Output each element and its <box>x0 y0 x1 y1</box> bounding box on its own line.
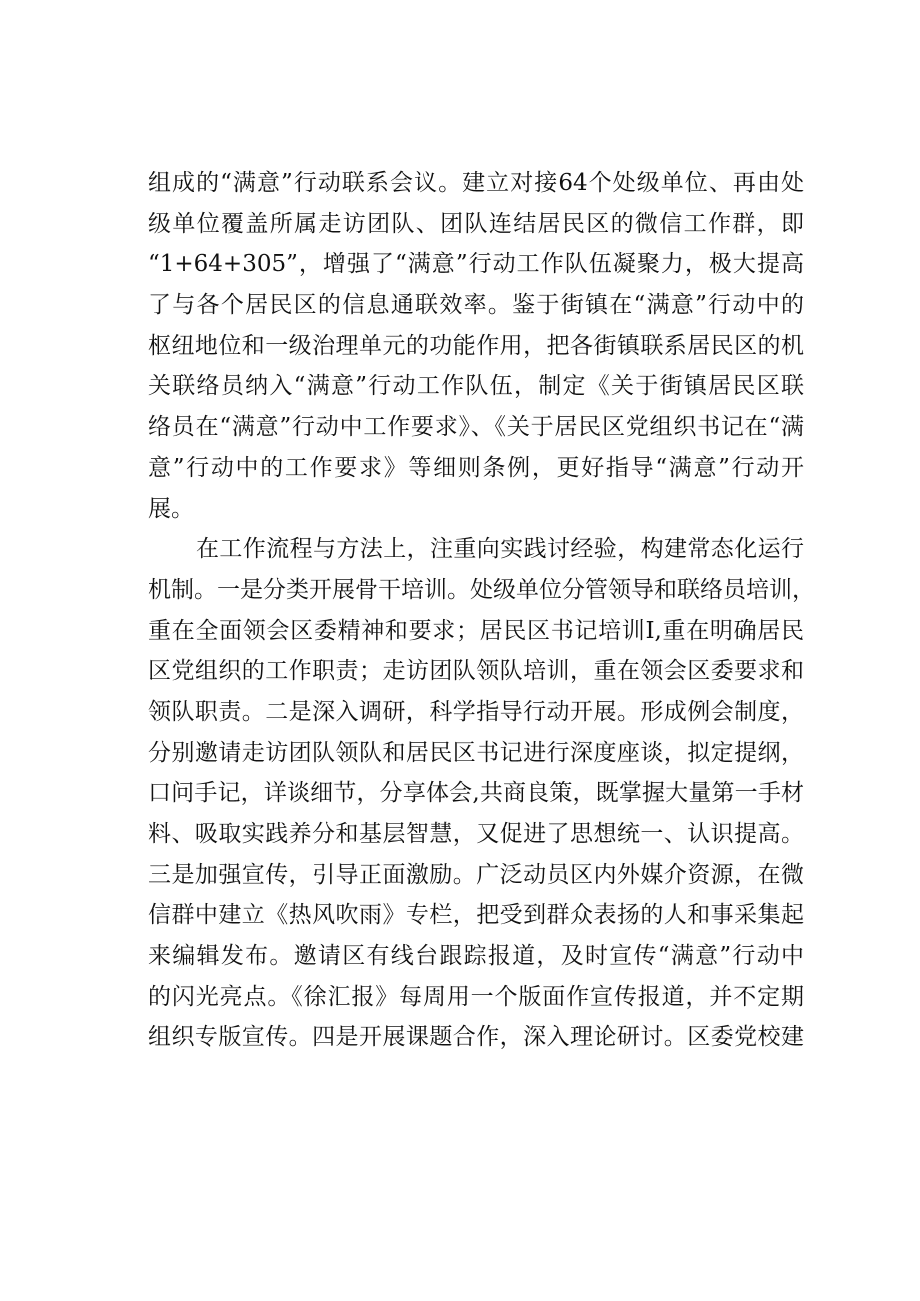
text-line: 重在全面领会区委精神和要求；居民区书记培训I,重在明确居民 <box>148 617 804 644</box>
paragraph-1 <box>148 163 804 529</box>
text-line: 组成的“满意”行动联系会议。建立对接64个处级单位、再由处 <box>148 170 804 196</box>
text-line: 级单位覆盖所属走访团队、团队连结居民区的微信工作群，即 <box>148 210 804 237</box>
text-line: 口问手记，详谈细节，分享体会,共商良策，既掌握大量第一手材 <box>148 780 804 807</box>
text-line: 了与各个居民区的信息通联效率。鉴于街镇在“满意”行动中的 <box>148 292 804 319</box>
text-line: 枢纽地位和一级治理单元的功能作用，把各街镇联系居民区的机 <box>148 332 804 359</box>
text-line: 展。 <box>148 495 194 522</box>
text-line: 三是加强宣传，引导正面激励。广泛动员区内外媒介资源，在微 <box>148 861 804 888</box>
text-line: 领队职责。二是深入调研，科学指导行动开展。形成例会制度， <box>148 698 804 725</box>
text-line: 关联络员纳入“满意”行动工作队伍，制定《关于街镇居民区联 <box>148 373 804 400</box>
text-line: 组织专版宣传。四是开展课题合作，深入理论研讨。区委党校建 <box>148 1024 804 1051</box>
text-line: “1+64+305”，增强了“满意”行动工作队伍凝聚力，极大提高 <box>148 251 804 278</box>
body-text <box>148 163 815 1058</box>
text-line: 在工作流程与方法上，注重向实践讨经验，构建常态化运行 <box>196 536 804 563</box>
text-line: 机制。一是分类开展骨干培训。处级单位分管领导和联络员培训， <box>148 576 815 603</box>
text-line: 意”行动中的工作要求》等细则条例，更好指导“满意”行动开 <box>148 454 804 481</box>
text-line: 料、吸取实践养分和基层智慧，又促进了思想统一、认识提高。 <box>148 821 804 847</box>
text-line: 络员在“满意”行动中工作要求》、《关于居民区党组织书记在“满 <box>148 414 804 441</box>
text-line: 分别邀请走访团队领队和居民区书记进行深度座谈，拟定提纲， <box>148 739 804 766</box>
paragraph-2 <box>148 529 815 1058</box>
text-line: 的闪光亮点。《徐汇报》每周用一个版面作宣传报道，并不定期 <box>148 983 804 1010</box>
text-line: 区党组织的工作职责；走访团队领队培训，重在领会区委要求和 <box>148 658 804 685</box>
text-line: 来编辑发布。邀请区有线台跟踪报道，及时宣传“满意”行动中 <box>148 943 804 970</box>
text-line: 信群中建立《热风吹雨》专栏，把受到群众表扬的人和事采集起 <box>148 902 804 929</box>
